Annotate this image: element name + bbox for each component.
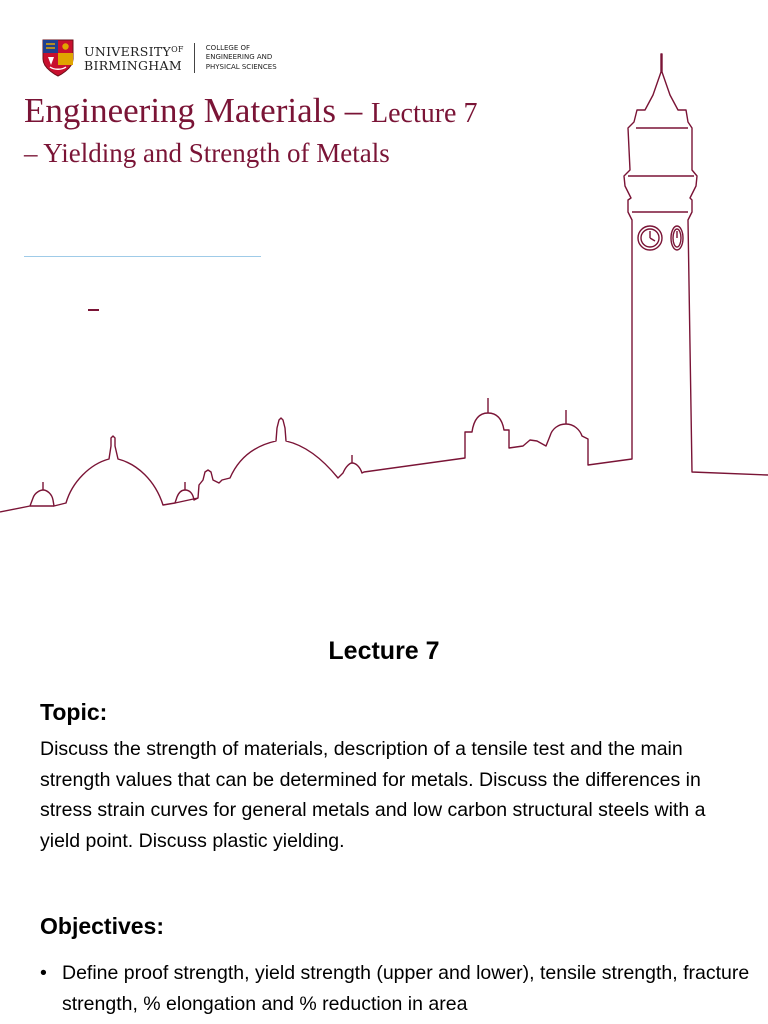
topic-text: Discuss the strength of materials, description of a tensile test and the main strength values that can be determined for metals. Discuss the differences in stress strain curves for general metals and low carbon structural steels with a yield point. Discuss plastic yielding. [40,738,706,852]
college-name-line2: ENGINEERING AND [205,53,273,62]
slide-title-lecture: Lecture 7 [370,98,478,129]
objectives-list [40,958,760,1019]
slide-title-main: Engineering Materials – [24,91,363,130]
lecture-info-section [0,560,768,1024]
objective-item [40,958,760,1019]
university-name-of: OF [171,45,184,54]
university-name-line1: UNIVERSITY [84,44,172,59]
bullet-icon: • [40,962,47,984]
objectives-heading: Objectives: [40,913,164,939]
slide-subtitle: – Yielding and Strength of Metals [24,138,390,168]
college-name-line1: COLLEGE OF [205,43,251,52]
college-name-line3: PHYSICAL SCIENCES [205,62,277,71]
university-name-line2: BIRMINGHAM [84,58,182,73]
objective-text: Define proof strength, yield strength (upper and lower), tensile strength, fracture strength, % elongation and % reduction in area [62,962,750,1015]
lecture-heading: Lecture 7 [328,637,440,665]
topic-heading: Topic: [40,699,108,725]
